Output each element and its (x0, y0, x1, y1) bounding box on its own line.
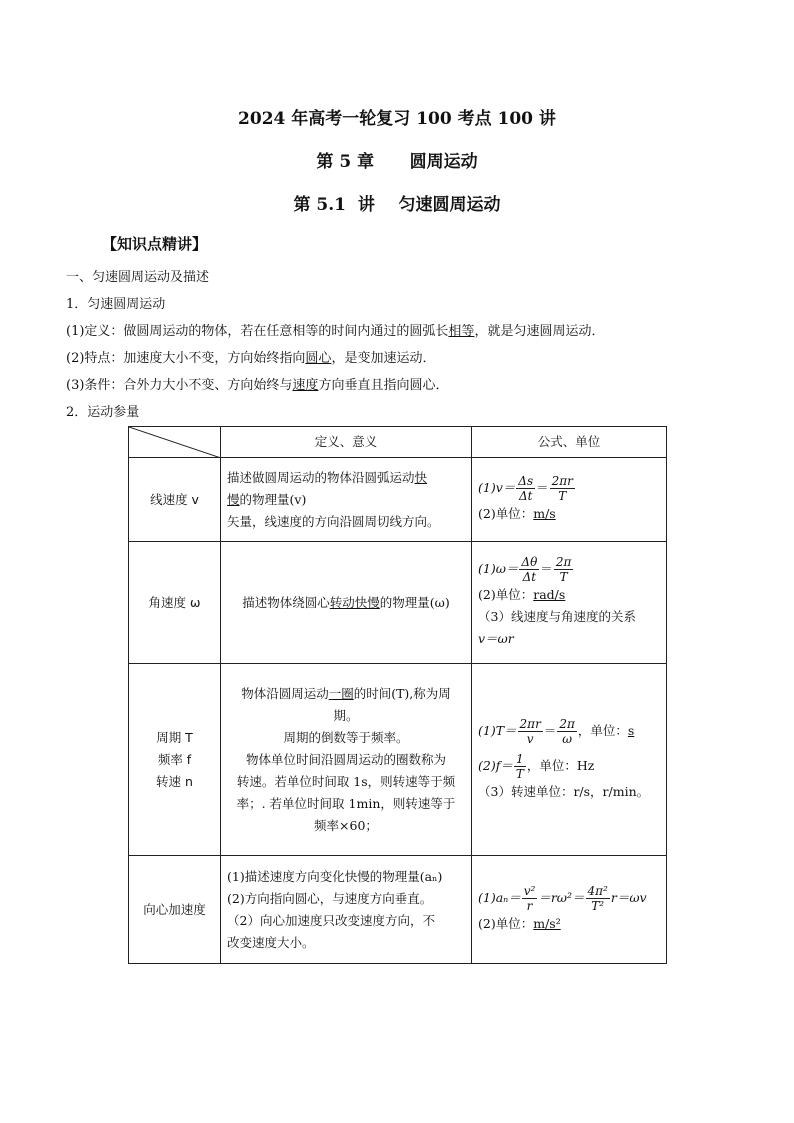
pf-num-1: 2πr (519, 716, 541, 731)
definition-text-a: (1)定义：做圆周运动的物体，若在任意相等的时间内通过的圆弧长 (66, 324, 449, 339)
diagonal-line (129, 427, 221, 458)
av-eq: ＝ (540, 561, 553, 576)
lv-def-1: 描述做圆周运动的物体沿圆弧运动 (227, 469, 415, 485)
lv-fraction-2 (550, 474, 575, 503)
lv-formula-prefix: (1)v＝ (478, 480, 516, 495)
lv-def-1u: 快 (414, 469, 428, 485)
lv-def-3: 矢量，线速度的方向沿圆周切线方向。 (227, 513, 440, 529)
av-unit-label: (2)单位： (478, 587, 534, 602)
pf-num-3: 1 (514, 752, 526, 767)
pf-den-3: T (515, 766, 524, 781)
formula-centripetal-acceleration (472, 856, 667, 964)
ca-unit: m/s² (533, 916, 561, 931)
condition-text-a: (3)条件：合外力大小不变、方向始终与 (66, 378, 293, 393)
pf-def-6: 率；. 若单位时间取 1min，则转速等于 (236, 795, 456, 811)
ca-def-2: (2)方向指向圆心，与速度方向垂直。 (227, 890, 433, 906)
av-den-1: Δt (522, 570, 537, 584)
chapter-title: 第 5 章 圆周运动 (316, 152, 478, 172)
lv-den-2: T (558, 489, 567, 503)
pf-fraction-1 (518, 717, 543, 746)
lecture-title: 第 5.1 讲 匀速圆周运动 (293, 195, 501, 215)
pf-def-1u: 一圈 (328, 685, 354, 701)
lv-unit: m/s (533, 506, 556, 521)
document-title: 2024 年高考一轮复习 100 考点 100 讲 (238, 109, 556, 129)
pf-den-1: v (526, 731, 534, 746)
row-name-period: 周期 T (156, 729, 193, 745)
pf-def-4: 物体单位时间沿圆周运动的圈数称为 (245, 751, 446, 767)
row-name-centripetal-acceleration: 向心加速度 (129, 856, 221, 964)
pf-f1-unit: s (627, 722, 635, 738)
pf-f2-prefix: (2)f＝ (478, 757, 513, 773)
ca-num-2: 4π² (587, 884, 608, 898)
ca-unit-label: (2)单位： (478, 916, 534, 931)
section-heading: 【知识点精讲】 (102, 235, 208, 253)
formula-linear-velocity (472, 458, 667, 542)
header-formula: 公式、单位 (472, 427, 667, 458)
pf-num-2: 2π (559, 716, 575, 731)
feature-underlined: 圆心 (305, 351, 332, 366)
pf-f1-unit-label: ，单位： (577, 722, 628, 738)
av-num-1: Δθ (521, 555, 538, 569)
table-row-angular-velocity (129, 542, 667, 664)
pf-def-2: 期。 (333, 707, 359, 723)
ca-num-1: v² (523, 884, 536, 898)
ca-f-tail: r＝ωv (610, 890, 647, 905)
ca-def-3: （2）向心加速度只改变速度方向，不 (227, 912, 435, 928)
av-den-2: T (559, 570, 568, 584)
av-relation-formula: v＝ωr (478, 631, 514, 646)
subheading-motion-parameters: 2．运动参量 (66, 405, 140, 420)
av-fraction-1 (519, 555, 539, 584)
pf-fraction-2 (557, 717, 577, 746)
definition-underlined: 相等 (448, 324, 475, 339)
row-name-frequency: 频率 f (157, 751, 192, 767)
pf-f2-unit: ，单位：Hz (526, 757, 595, 773)
row-name-linear-velocity: 线速度 v (129, 458, 221, 542)
feature-text-a: (2)特点：加速度大小不变，方向始终指向 (66, 351, 306, 366)
pf-f1-prefix: (1)T＝ (478, 722, 517, 738)
lv-def-2u: 慢 (227, 491, 240, 507)
table-header-row (129, 427, 667, 458)
definition-angular-velocity (221, 542, 472, 664)
pf-f3: （3）转速单位：r/s，r/min。 (478, 783, 650, 799)
row-name-period-frequency (129, 664, 221, 856)
ca-def-4: 改变速度大小。 (227, 934, 315, 950)
table-row-period-frequency (129, 664, 667, 856)
feature-text-b: ，是变加速运动． (331, 351, 436, 366)
definition-centripetal-acceleration (221, 856, 472, 964)
formula-period-frequency (472, 664, 667, 856)
ca-den-1: r (526, 899, 533, 913)
definition-linear-velocity (221, 458, 472, 542)
ca-fraction-1 (522, 884, 538, 913)
av-formula-prefix: (1)ω＝ (478, 561, 519, 576)
pf-def-7: 频率×60； (314, 817, 378, 833)
condition-underlined: 速度 (292, 378, 319, 393)
formula-angular-velocity (472, 542, 667, 664)
lv-num-1: Δs (518, 474, 534, 488)
table-row-centripetal-acceleration (129, 856, 667, 964)
heading-uniform-circular-motion: 一、匀速圆周运动及描述 (66, 270, 210, 285)
ca-def-1: (1)描述速度方向变化快慢的物理量(aₙ) (227, 868, 443, 884)
av-def-a: 描述物体绕圆心 (242, 594, 330, 610)
lv-eq: ＝ (536, 480, 549, 495)
feature-line (66, 347, 435, 366)
ca-f-prefix: (1)aₙ＝ (478, 890, 521, 905)
definition-line (66, 320, 604, 339)
av-unit: rad/s (533, 587, 566, 602)
pf-den-2: ω (562, 731, 572, 746)
ca-fraction-2 (586, 884, 610, 913)
definition-period-frequency (221, 664, 472, 856)
row-name-rotation-speed: 转速 n (156, 773, 193, 789)
header-definition: 定义、意义 (221, 427, 472, 458)
lv-num-2: 2πr (551, 474, 573, 488)
lv-def-2: 的物理量(v) (239, 491, 307, 507)
subheading-uniform-circular-motion: 1．匀速圆周运动 (66, 297, 166, 312)
ca-f-mid: ＝rω²＝ (538, 890, 585, 905)
av-def-u: 转动快慢 (329, 594, 380, 610)
pf-def-5: 转速。若单位时间取 1s，则转速等于频 (236, 773, 456, 789)
lv-den-1: Δt (518, 489, 533, 503)
pf-fraction-3 (514, 752, 526, 781)
av-num-2: 2π (555, 555, 572, 569)
av-fraction-2 (554, 555, 574, 584)
pf-def-3: 周期的倒数等于频率。 (283, 729, 409, 745)
ca-den-2: T² (591, 899, 605, 913)
av-relation: （3）线速度与角速度的关系 (478, 609, 636, 624)
motion-parameters-table (128, 426, 667, 964)
condition-line (66, 374, 448, 393)
av-def-b: 的物理量(ω) (379, 594, 450, 610)
definition-text-b: ，就是匀速圆周运动． (474, 324, 605, 339)
pf-eq: ＝ (543, 722, 557, 738)
condition-text-b: 方向垂直且指向圆心． (318, 378, 449, 393)
diagonal-header-cell (129, 427, 221, 458)
pf-def-1b: 的时间(T),称为周 (353, 685, 451, 701)
table-row-linear-velocity (129, 458, 667, 542)
row-name-angular-velocity: 角速度 ω (129, 542, 221, 664)
pf-def-1a: 物体沿圆周运动 (241, 685, 329, 701)
lv-fraction-1 (516, 474, 535, 503)
lv-unit-label: (2)单位： (478, 506, 534, 521)
